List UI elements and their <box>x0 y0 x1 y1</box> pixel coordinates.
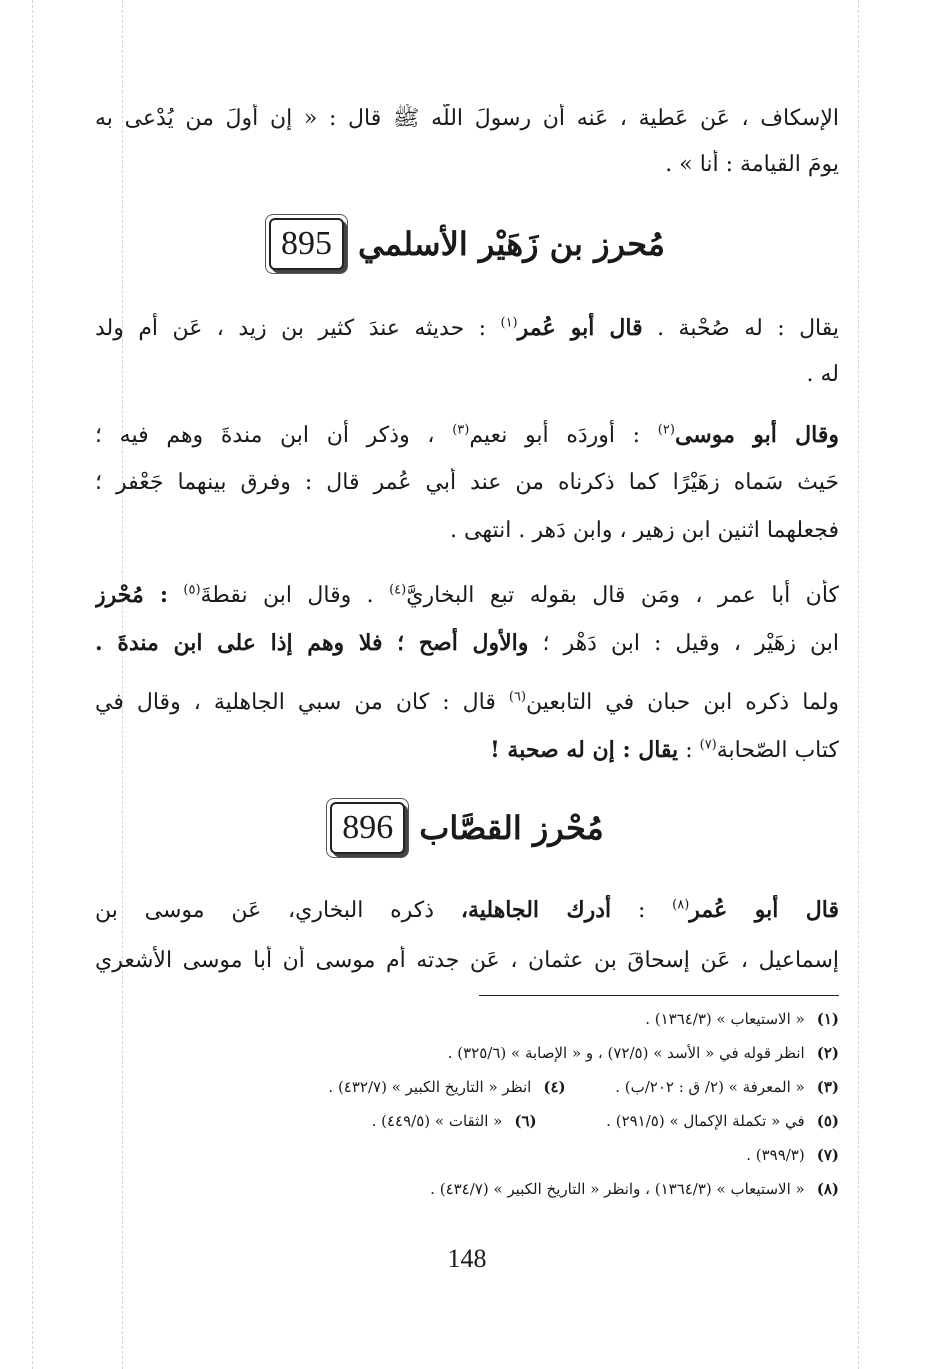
text-line: إسماعيل ، عَن إسحاقَ بن عثمان ، عَن جدته أم موسى أن أبا موسى الأشعري <box>95 948 839 973</box>
footnote: (٨)« الاستيعاب » (١٣٦٤/٣) ، وانظر « التاريخ الكبير » (٤٣٤/٧) . <box>430 1180 839 1198</box>
text-line: كأن أبا عمر ، ومَن قال بقوله تبع البخاريَّ$^{(٤)}$ . وقال ابن نقطةَ$^{(٥)}$ : مُحْرز <box>95 582 839 608</box>
footnote-ref: (١) <box>500 315 518 331</box>
entry-number-box: 895 <box>269 218 344 270</box>
text-line: ابن زهَيْر ، وقيل : ابن دَهْر ؛ والأول أصح ؛ فلا وهم إذا على ابن مندةَ . <box>95 630 839 656</box>
text-line: وقال أبو موسى$^{(٢)}$ : أوردَه أبو نعيم$^{(٣)}$ ، وذكر أن ابن مندةَ وهم فيه ؛ <box>95 422 839 448</box>
text-line: قال أبو عُمر$^{(٨)}$ : أدرك الجاهلية، ذكره البخاري، عَن موسى بن <box>95 897 839 923</box>
footnote-ref: (٦) <box>508 689 527 705</box>
entry-title: مُحرز بن زَهَيْر الأسلمي <box>358 225 665 263</box>
entry-title: مُحْرز القصَّاب <box>419 809 604 847</box>
footnote: (١)« الاستيعاب » (١٣٦٤/٣) . <box>645 1010 839 1028</box>
entry-heading-895 <box>0 218 934 270</box>
text-line: يقال : له صُحْبة . قال أبو عُمر$^{(١)}$ : حديثه عندَ كثير بن زيد ، عَن أم ولد <box>95 315 839 341</box>
scan-artifact-line <box>32 0 33 1369</box>
text-line: فجعلهما اثنين ابن زهير ، وابن دَهر . انتهى . <box>450 518 839 543</box>
footnote-ref: (٨) <box>672 897 690 913</box>
page-number: 148 <box>447 1244 487 1273</box>
footnote-ref: (٥) <box>183 582 201 598</box>
footnote-ref: (٣) <box>452 422 470 438</box>
footnote-ref: (٢) <box>657 422 675 438</box>
footnote: (٢)انظر قوله في « الأسد » (٧٢/٥) ، و « الإصابة » (٣٢٥/٦) . <box>447 1044 839 1062</box>
entry-number-box: 896 <box>330 802 405 854</box>
footnote: (٣)« المعرفة » (٢/ ق : ٢٠٢/ب) . (٤)انظر « التاريخ الكبير » (٤٣٢/٧) . <box>328 1078 839 1096</box>
text-line: الإسكاف ، عَن عَطية ، عَنه أن رسولَ اللّه ﷺ قال : « إن أولَ من يُدْعى به <box>95 106 839 131</box>
entry-heading-896 <box>0 802 934 854</box>
footnote-ref: (٧) <box>699 737 717 753</box>
text-line: يومَ القيامة : أنا » . <box>665 152 839 177</box>
scan-artifact-line <box>122 0 123 1369</box>
footnote-separator <box>479 995 839 996</box>
text-line: ولما ذكره ابن حبان في التابعين$^{(٦)}$ قال : كان من سبي الجاهلية ، وقال في <box>95 689 839 715</box>
text-line: كتاب الصّحابة$^{(٧)}$ : يقال : إن له صحبة ! <box>490 737 839 763</box>
text-line: حَيث سَماه زهَيْرًا كما ذكرناه من عند أبي عُمر قال : وفرق بينهما جَعْفر ؛ <box>95 470 839 495</box>
footnote: (٥)في « تكملة الإكمال » (٢٩١/٥) . (٦)« الثقات » (٤٤٩/٥) . <box>371 1112 839 1130</box>
footnote: (٧)(٣٩٩/٣) . <box>746 1146 839 1164</box>
text-line: له . <box>806 362 839 387</box>
scan-artifact-line <box>858 0 859 1369</box>
footnote-ref: (٤) <box>389 582 407 598</box>
